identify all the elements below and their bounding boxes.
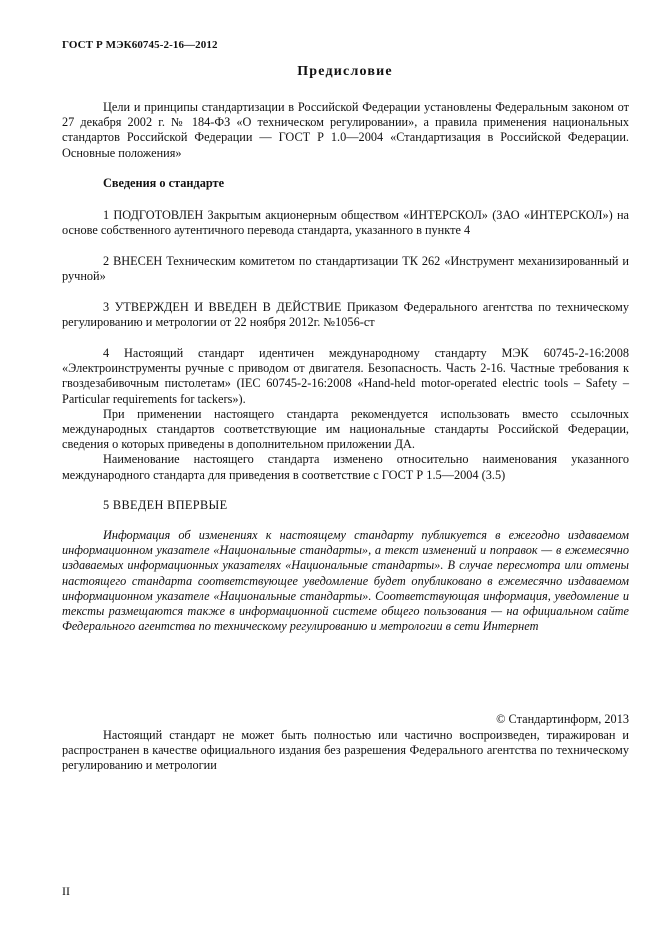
intro-paragraph [62, 100, 629, 161]
copyright-line: © Стандартинформ, 2013 [496, 712, 629, 726]
item-4-references-text: При применении настоящего стандарта рекомендуется использовать вместо ссылочных международных стандартов соответствующие им национальные стандарты Российской Федерации, сведения о которых приведены в дополнительном приложении ДА. [62, 406, 629, 452]
page-title: Предисловие [297, 64, 393, 79]
item-2-text: 2 ВНЕСЕН Техническим комитетом по стандартизации ТК 262 «Инструмент механизированный и ручной» [62, 254, 629, 284]
item-4-name-change-text: Наименование настоящего стандарта изменено относительно наименования указанного международного стандарта для приведения в соответствие с ГОСТ Р 1.5—2004 (3.5) [62, 452, 629, 482]
item-5-paragraph [62, 498, 629, 513]
item-1-text: 1 ПОДГОТОВЛЕН Закрытым акционерным обществом «ИНТЕРСКОЛ» (ЗАО «ИНТЕРСКОЛ») на основе собственного аутентичного перевода стандарта, указанного в пункте 4 [62, 208, 629, 238]
info-notice-paragraph [62, 528, 629, 634]
reproduction-notice-paragraph [62, 728, 629, 774]
item-4-section [62, 346, 629, 483]
item-4-text: 4 Настоящий стандарт идентичен международному стандарту МЭК 60745-2-16:2008 «Электроинструменты ручные с приводом от двигателя. Безопасность. Часть 2-16. Частные требования к гвоздезабивочным пистолетам» (IEC 60745-2-16:2008 «Hand-held motor-operated electric tools – Safety – Particular requirements for tackers»). [62, 346, 629, 406]
section-heading: Сведения о стандарте [103, 176, 225, 190]
page-number: II [62, 884, 70, 898]
reproduction-notice-text: Настоящий стандарт не может быть полностью или частично воспроизведен, тиражирован и распространен в качестве официального издания без разрешения Федерального агентства по техническому регулированию и метрологии [62, 728, 629, 773]
info-notice-text: Информация об изменениях к настоящему стандарту публикуется в ежегодно издаваемом информационном указателе «Национальные стандарты», а текст изменений и поправок — в ежемесячно издаваемых информационных указателях «Национальные стандарты». В случае пересмотра или отмены настоящего стандарта соответствующее уведомление будет опубликовано в ежемесячно издаваемом информационном указателе «Национальные стандарты». Соответствующая информация, уведомление и тексты размещаются также в информационной системе общего пользования — на официальном сайте Федерального агентства по техническому регулированию и метрологии в сети Интернет [62, 528, 629, 634]
item-3-paragraph [62, 300, 629, 330]
document-code-header: ГОСТ Р МЭК60745-2-16—2012 [62, 39, 218, 51]
intro-text: Цели и принципы стандартизации в Российской Федерации установлены Федеральным законом от 27 декабря 2002 г. № 184-ФЗ «О техническом регулировании», а правила применения национальных стандартов Российской Федерации — ГОСТ Р 1.0—2004 «Стандартизация в Российской Федерации. Основные положения» [62, 100, 629, 160]
item-1-paragraph [62, 208, 629, 238]
item-5-text: 5 ВВЕДЕН ВПЕРВЫЕ [103, 498, 228, 512]
item-2-paragraph [62, 254, 629, 284]
item-3-text: 3 УТВЕРЖДЕН И ВВЕДЕН В ДЕЙСТВИЕ Приказом Федерального агентства по техническому регулированию и метрологии от 22 ноября 2012г. №1056-ст [62, 300, 629, 330]
